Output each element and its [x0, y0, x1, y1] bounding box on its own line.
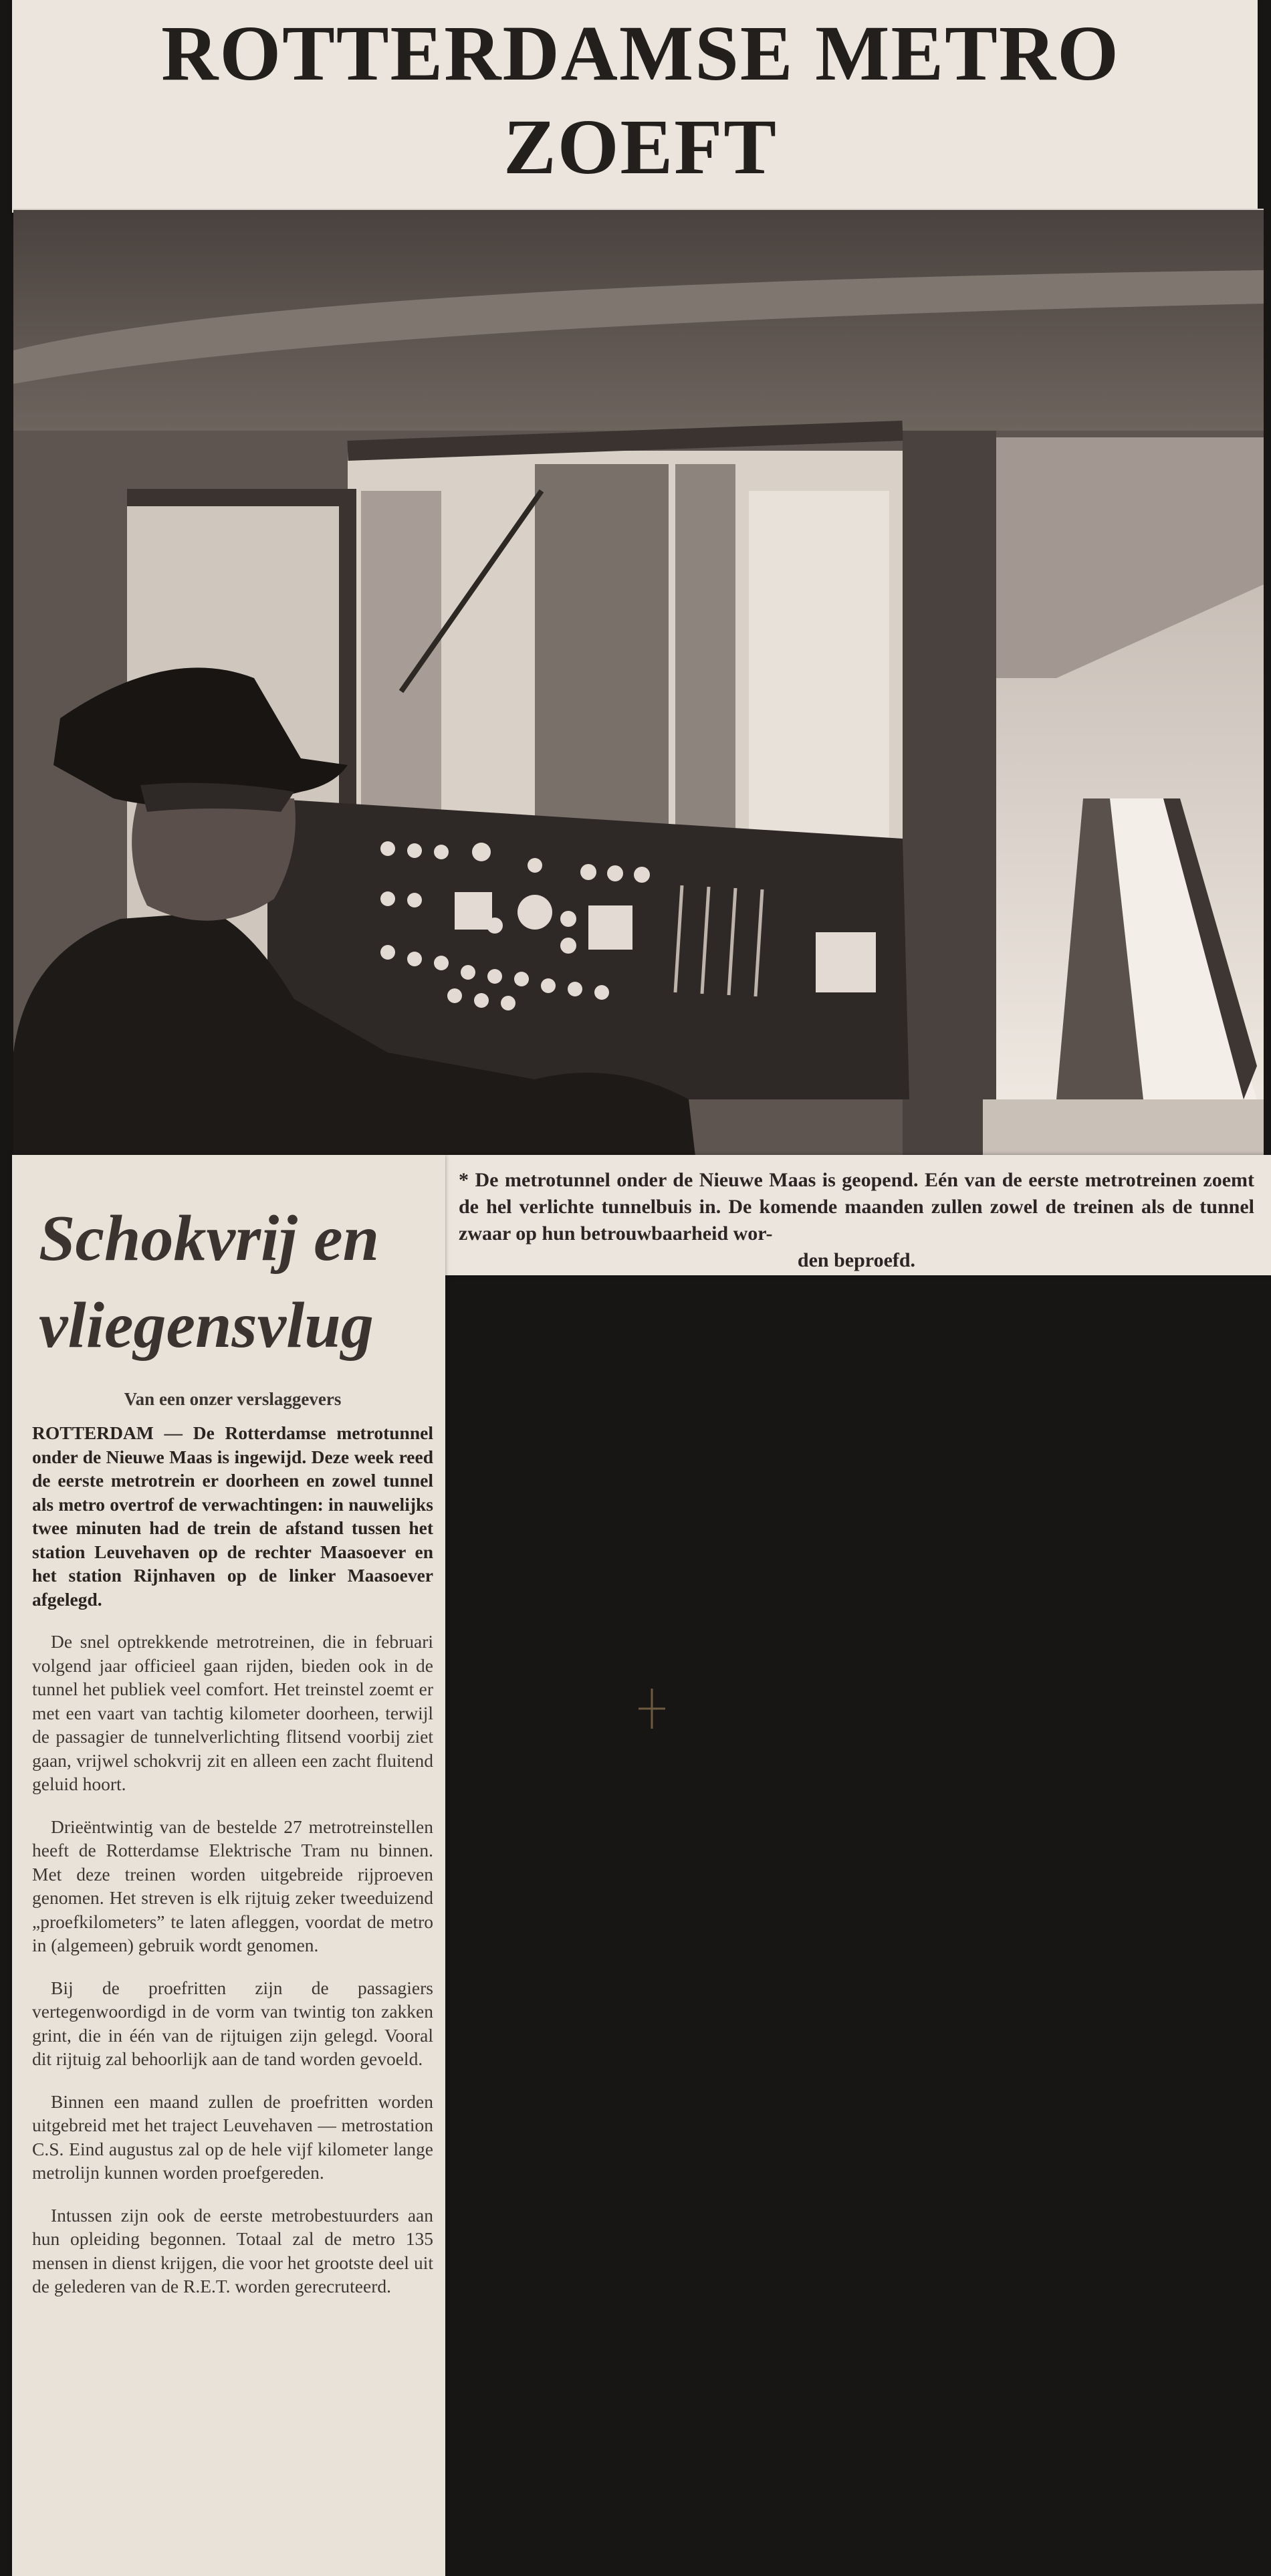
caption-strip — [445, 1155, 1271, 1275]
body-paragraph-2: Drieëntwintig van de bestelde 27 metrotreinstellen heeft de Rotterdamse Elektrische Tram nu binnen. Met deze treinen worden uitgebreide rijproeven genomen. Het streven is elk rijtuig zeker tweeduizend „proefkilometers” te laten afleggen, voordat de metro in (algemeen) gebruik wordt genomen. — [32, 1816, 433, 1955]
body-paragraph-1: De snel optrekkende metrotreinen, die in februari volgend jaar officieel gaan rijden, bieden ook in de tunnel het publiek veel comfort. Het treinstel zoemt er met een vaart van tachtig kilometer doorheen, terwijl de passagier de tunnelverlichting flitsend voorbij ziet gaan, vrijwel schokvrij zit en alleen een zacht fluitend geluid hoort. — [32, 1631, 433, 1794]
body-paragraph-3: Bij de proefritten zijn de passagiers vertegenwoordigd in de vorm van twintig ton zakken grint, die in één van de rijtuigen zijn gelegd. Vooral dit rijtuig zal behoorlijk aan de tand worden gevoeld. — [32, 1977, 433, 2069]
metro-cab-photo — [13, 209, 1264, 1156]
sub-headline-line-1: Schokvrij en — [39, 1202, 380, 1275]
crosshair-mark-icon — [639, 1689, 665, 1729]
body-paragraph-5: Intussen zijn ook de eerste metrobestuurders aan hun opleiding begonnen. Totaal zal de metro 135 mensen in dienst krijgen, die voor het grootste deel uit de gelederen van de R.E.T. worden gerecruteerd. — [32, 2204, 433, 2296]
photo-caption — [459, 1167, 1254, 1274]
article-body — [32, 1421, 433, 2317]
caption-text: * De metrotunnel onder de Nieuwe Maas is geopend. Eén van de eerste metrotreinen zoemt de hel verlichte tunnelbuis in. De komende maanden zullen zowel de treinen als de tunnel zwaar op hun betrouwbaarheid wor- — [459, 1169, 1254, 1245]
lead-paragraph — [32, 1421, 433, 1611]
dateline: ROTTERDAM — — [32, 1422, 183, 1443]
caption-last-line: den beproefd. — [797, 1249, 916, 1271]
body-paragraph-4: Binnen een maand zullen de proefritten worden uitgebreid met het traject Leuvehaven — metrostation C.S. Eind augustus zal op de hele vijf kilometer lange metrolijn kunnen worden proefgereden. — [32, 2090, 433, 2183]
headline-strip — [12, 0, 1258, 213]
article-column — [12, 1155, 445, 2576]
metro-cab-photo-icon — [13, 210, 1264, 1156]
headline-line-1: ROTTERDAMSE METRO ZOEFT — [161, 9, 1120, 191]
sub-headline-line-2: vliegensvlug — [39, 1289, 374, 1362]
byline: Van een onzer verslaggevers — [124, 1389, 342, 1409]
lead-text: De Rotterdamse metrotunnel onder de Nieuwe Maas is ingewijd. Deze week reed de eerste metrotrein er doorheen en zowel tunnel als metro overtrof de verwachtingen: in nauwelijks twee minuten had de trein de afstand tussen het station Leuvehaven op de rechter Maasoever en het station Rijnhaven op de linker Maasoever afgelegd. — [32, 1422, 433, 1610]
sub-headline — [39, 1195, 440, 1369]
